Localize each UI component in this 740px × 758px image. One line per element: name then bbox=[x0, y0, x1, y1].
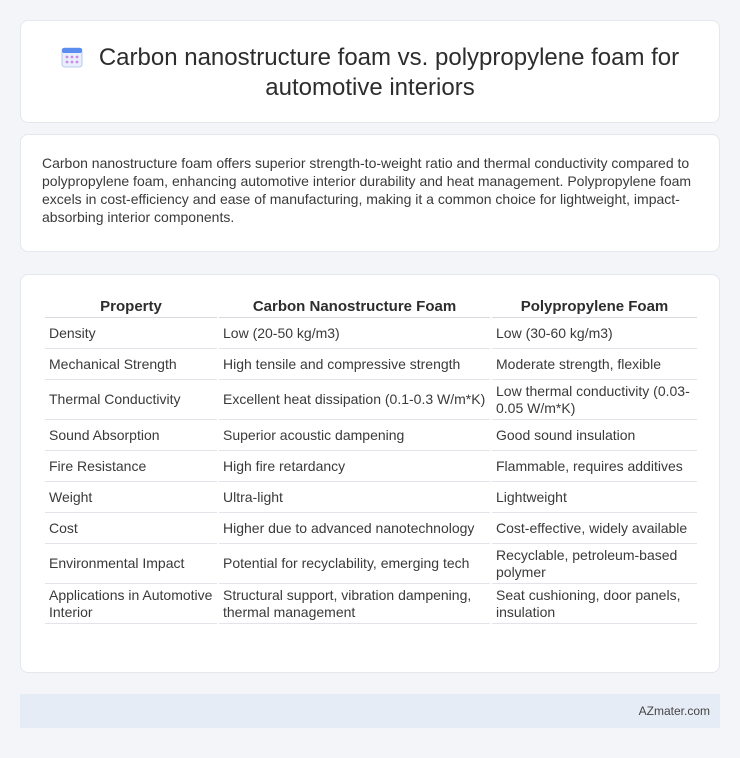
property-cell: Mechanical Strength bbox=[45, 349, 217, 380]
table-row bbox=[45, 420, 697, 451]
carbon-foam-cell: Potential for recyclability, emerging tech bbox=[219, 544, 490, 584]
header-polypropylene-foam: Polypropylene Foam bbox=[492, 295, 697, 318]
polypropylene-foam-cell: Recyclable, petroleum-based polymer bbox=[492, 544, 697, 584]
table-header-row bbox=[45, 295, 697, 318]
table-card bbox=[20, 274, 720, 673]
footer-bar bbox=[20, 694, 720, 728]
table-row bbox=[45, 349, 697, 380]
footer-brand: AZmater.com bbox=[638, 704, 710, 718]
polypropylene-foam-cell: Lightweight bbox=[492, 482, 697, 513]
property-cell: Cost bbox=[45, 513, 217, 544]
header-property: Property bbox=[45, 295, 217, 318]
property-cell: Environmental Impact bbox=[45, 544, 217, 584]
polypropylene-foam-cell: Seat cushioning, door panels, insulation bbox=[492, 584, 697, 624]
carbon-foam-cell: High fire retardancy bbox=[219, 451, 490, 482]
carbon-foam-cell: Structural support, vibration dampening, thermal management bbox=[219, 584, 490, 624]
carbon-foam-cell: Higher due to advanced nanotechnology bbox=[219, 513, 490, 544]
comparison-table bbox=[43, 295, 699, 624]
table-row bbox=[45, 380, 697, 420]
summary-text: Carbon nanostructure foam offers superior strength-to-weight ratio and thermal conductivity compared to polypropylene foam, enhancing automotive interior durability and heat management. Polypropylene foam excels in cost-efficiency and ease of manufacturing, making it a common choice for lightweight, impact-absorbing interior components. bbox=[42, 155, 692, 225]
property-cell: Applications in Automotive Interior bbox=[45, 584, 217, 624]
property-cell: Density bbox=[45, 318, 217, 349]
polypropylene-foam-cell: Good sound insulation bbox=[492, 420, 697, 451]
carbon-foam-cell: Ultra-light bbox=[219, 482, 490, 513]
page-title-wrap bbox=[51, 43, 689, 103]
table-row bbox=[45, 482, 697, 513]
property-cell: Weight bbox=[45, 482, 217, 513]
polypropylene-foam-cell: Low thermal conductivity (0.03-0.05 W/m*K) bbox=[492, 380, 697, 420]
table-row bbox=[45, 513, 697, 544]
calendar-icon bbox=[61, 46, 83, 68]
polypropylene-foam-cell: Moderate strength, flexible bbox=[492, 349, 697, 380]
carbon-foam-cell: Superior acoustic dampening bbox=[219, 420, 490, 451]
title-card bbox=[20, 20, 720, 123]
table-row bbox=[45, 544, 697, 584]
table-row bbox=[45, 318, 697, 349]
table-row bbox=[45, 451, 697, 482]
table-row bbox=[45, 584, 697, 624]
property-cell: Fire Resistance bbox=[45, 451, 217, 482]
page-title: Carbon nanostructure foam vs. polypropylene foam for automotive interiors bbox=[98, 44, 680, 101]
property-cell: Sound Absorption bbox=[45, 420, 217, 451]
polypropylene-foam-cell: Flammable, requires additives bbox=[492, 451, 697, 482]
property-cell: Thermal Conductivity bbox=[45, 380, 217, 420]
carbon-foam-cell: High tensile and compressive strength bbox=[219, 349, 490, 380]
polypropylene-foam-cell: Cost-effective, widely available bbox=[492, 513, 697, 544]
polypropylene-foam-cell: Low (30-60 kg/m3) bbox=[492, 318, 697, 349]
carbon-foam-cell: Low (20-50 kg/m3) bbox=[219, 318, 490, 349]
summary-card bbox=[20, 134, 720, 252]
carbon-foam-cell: Excellent heat dissipation (0.1-0.3 W/m*K) bbox=[219, 380, 490, 420]
header-carbon-foam: Carbon Nanostructure Foam bbox=[219, 295, 490, 318]
